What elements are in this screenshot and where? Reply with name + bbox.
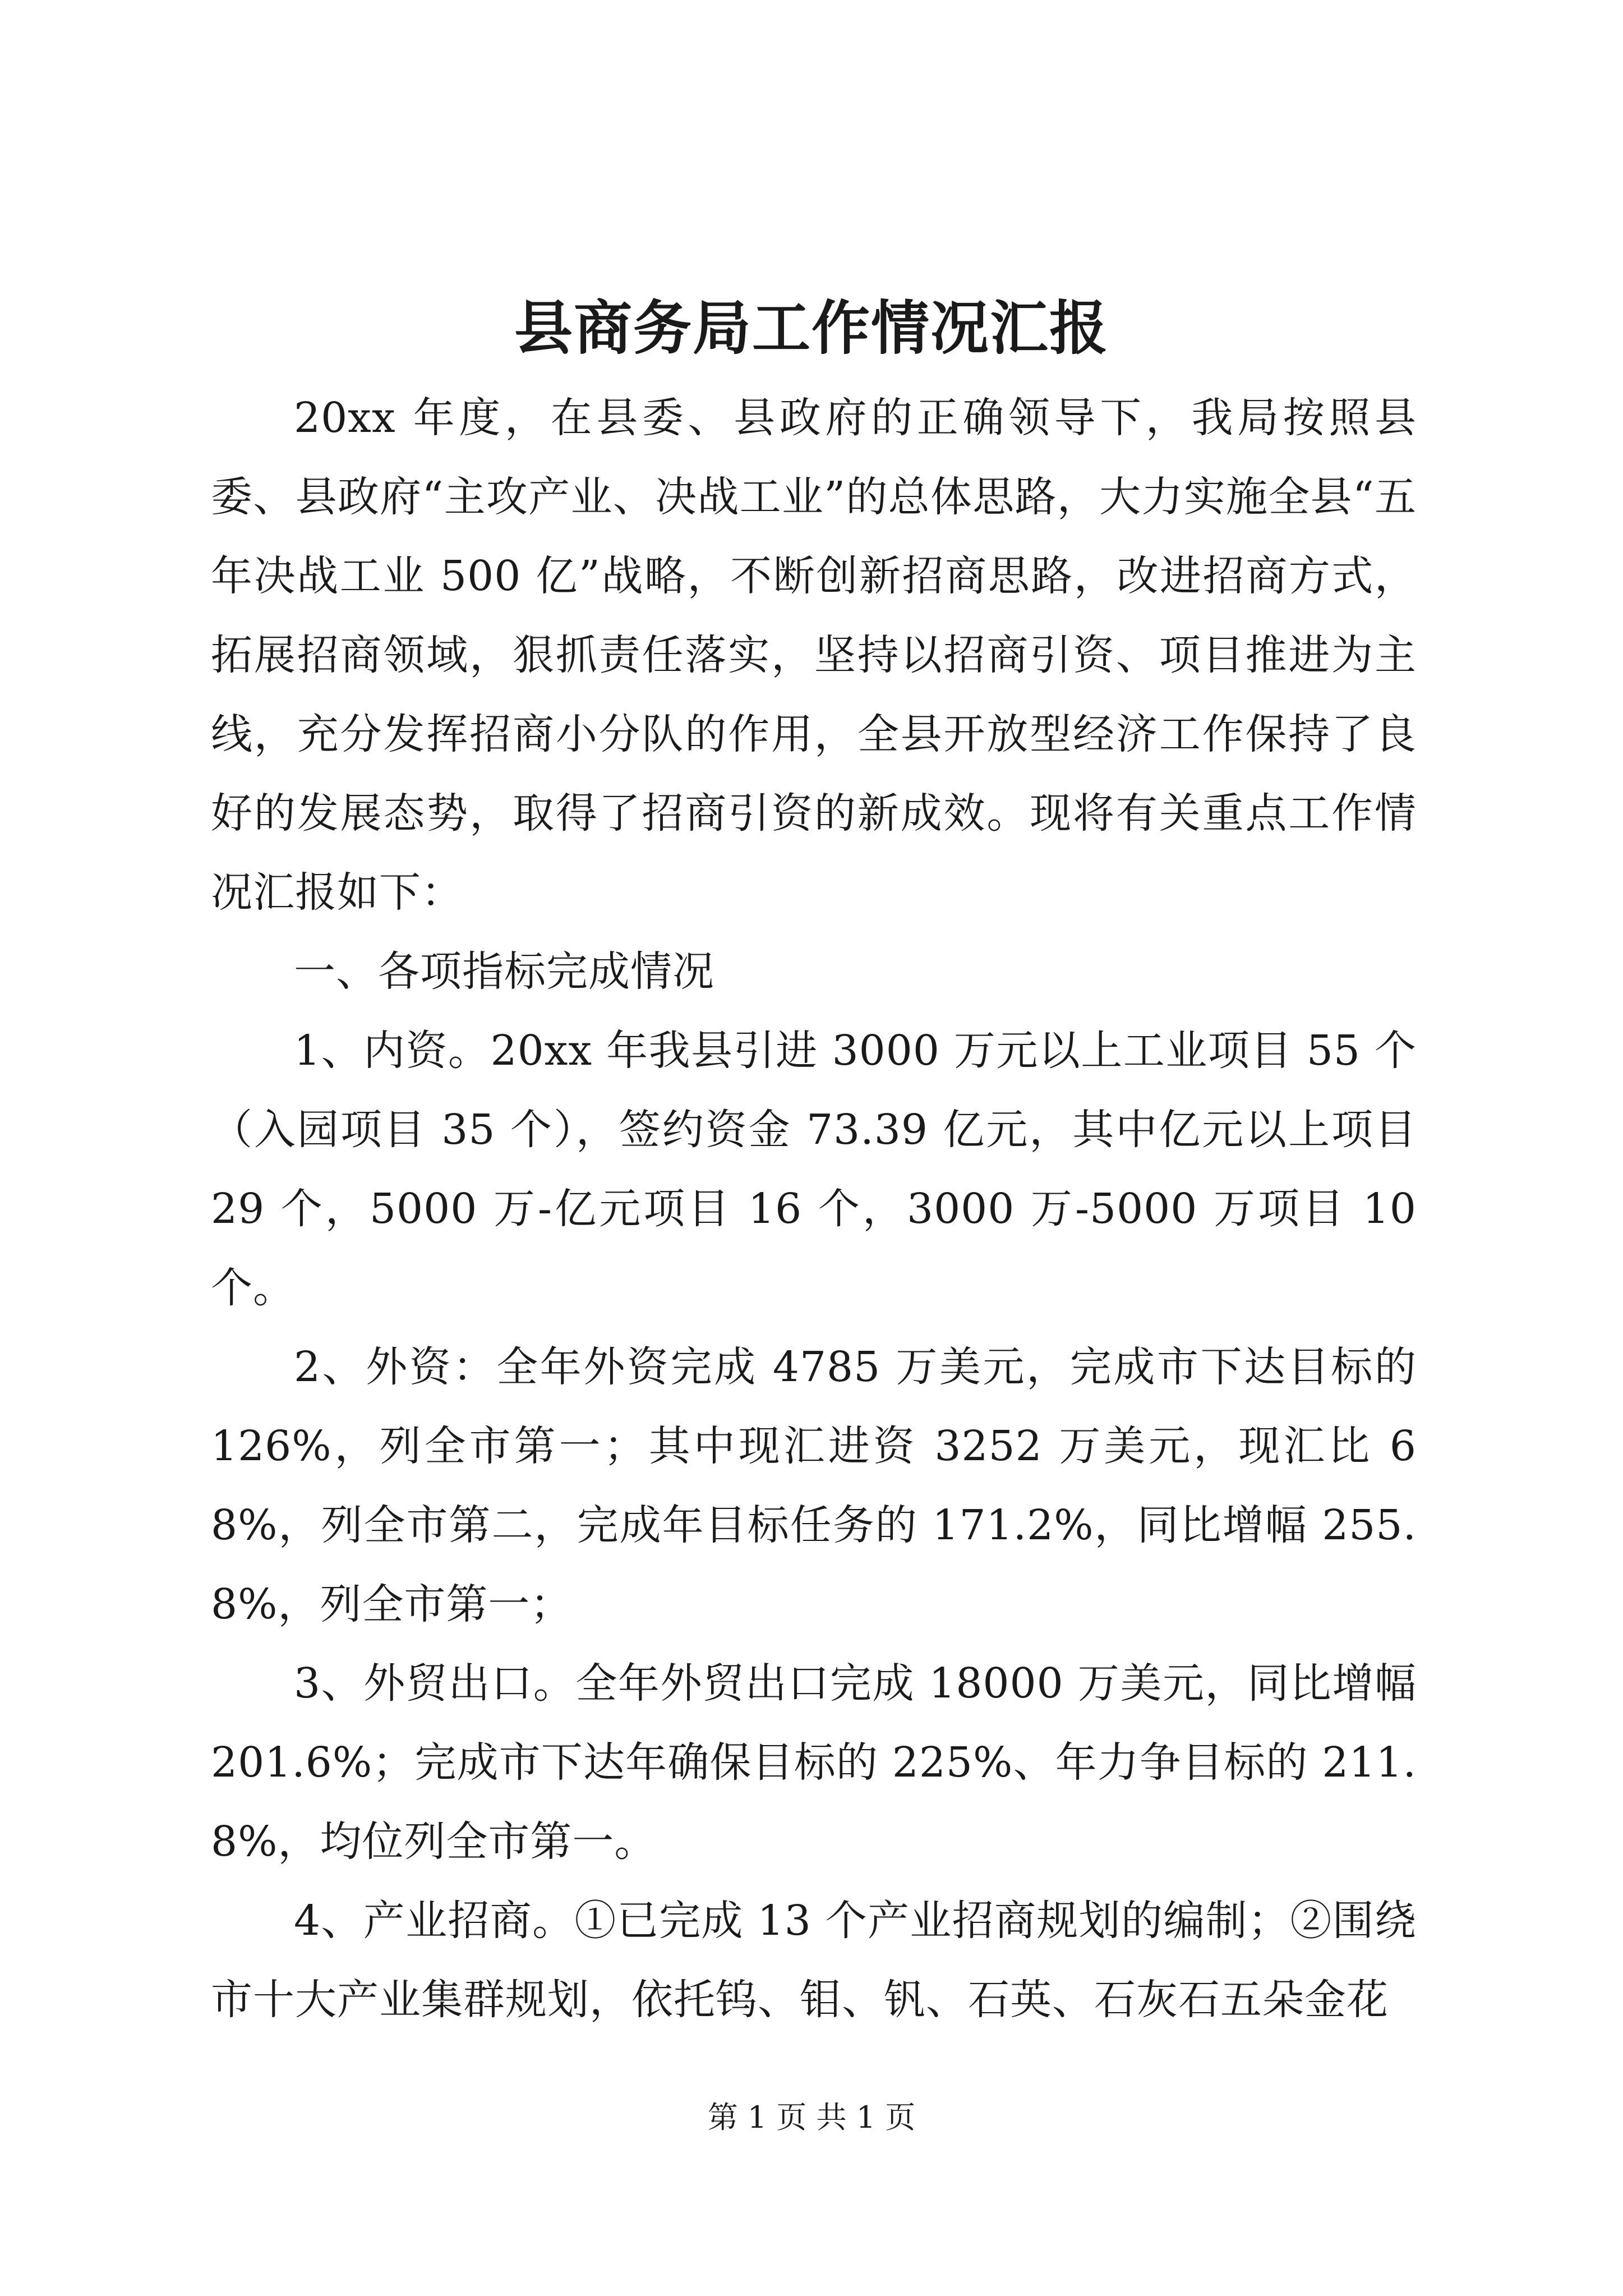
section-heading-1: 一、各项指标完成情况 <box>294 947 714 996</box>
page-footer: 第 1 页 共 1 页 <box>707 2100 916 2135</box>
paragraph-industry-investment: 4、产业招商。①已完成 13 个产业招商规划的编制；②围绕市十大产业集群规划，依托钨、钼、钒、石英、石灰石五朵金花 <box>211 1897 1417 2024</box>
paragraph-intro: 20xx 年度，在县委、县政府的正确领导下，我局按照县委、县政府“主攻产业、决战工业”的总体思路，大力实施全县“五年决战工业 500 亿”战略，不断创新招商思路，改进招商方式，拓展招商领域，狠抓责任落实，坚持以招商引资、项目推进为主线，充分发挥招商小分队的作用，全县开放型经济工作保持了良好的发展态势，取得了招商引资的新成效。现将有关重点工作情况汇报如下： <box>211 394 1417 917</box>
document-body <box>211 379 1417 2040</box>
paragraph-foreign-trade-export: 3、外贸出口。全年外贸出口完成 18000 万美元，同比增幅 201.6%；完成市下达年确保目标的 225%、年力争目标的 211.8%，均位列全市第一。 <box>211 1659 1417 1866</box>
document-title: 县商务局工作情况汇报 <box>514 294 1109 362</box>
paragraph-foreign-investment: 2、外资：全年外资完成 4785 万美元，完成市下达目标的 126%，列全市第一；其中现汇进资 3252 万美元，现汇比 68%，列全市第二，完成年目标任务的 171.2%，同比增幅 255.8%，列全市第一； <box>211 1343 1417 1628</box>
paragraph-domestic-investment: 1、内资。20xx 年我县引进 3000 万元以上工业项目 55 个（入园项目 35 个），签约资金 73.39 亿元，其中亿元以上项目 29 个，5000 万-亿元项目 16 个，3000 万-5000 万项目 10 个。 <box>211 1027 1417 1312</box>
